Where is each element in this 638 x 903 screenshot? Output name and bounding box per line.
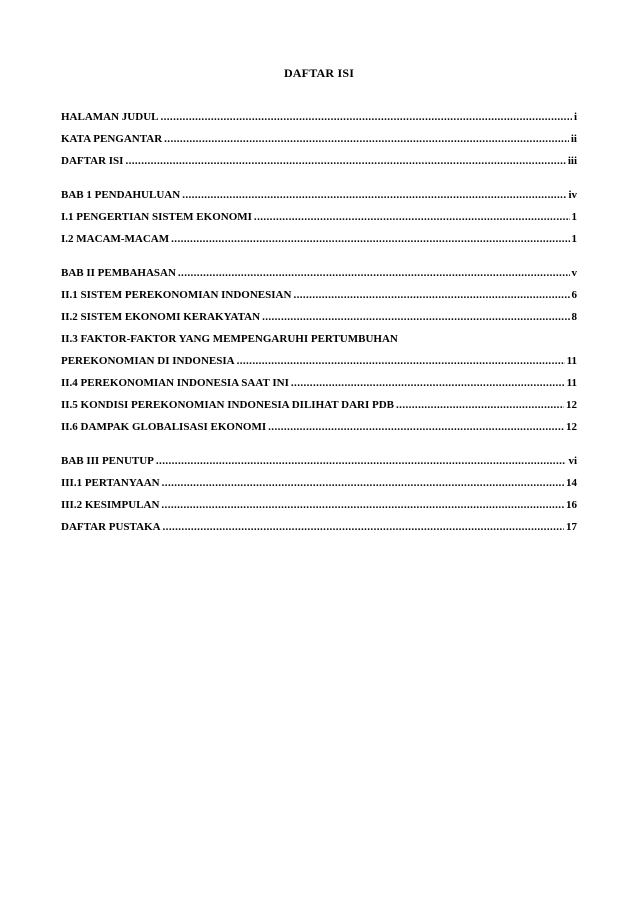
toc-leader-dots (254, 206, 570, 228)
toc-entry (61, 450, 577, 472)
toc-leader-dots (171, 228, 569, 250)
toc-leader-dots (396, 394, 564, 416)
toc-entry (61, 128, 577, 150)
toc-entry-label: II.5 KONDISI PEREKONOMIAN INDONESIA DILIHAT DARI PDB (61, 399, 395, 411)
toc-entry (61, 206, 577, 228)
toc-entry-label: I.1 PENGERTIAN SISTEM EKONOMI (61, 211, 252, 223)
toc-entry (61, 516, 577, 538)
toc-leader-dots (291, 372, 565, 394)
toc-leader-dots (125, 150, 565, 172)
toc-leader-dots (182, 184, 566, 206)
toc-entry-label: DAFTAR ISI (61, 155, 124, 167)
toc-entry (61, 228, 577, 250)
toc-leader-dots (293, 284, 569, 306)
toc-entry-label: BAB II PEMBAHASAN (61, 267, 176, 279)
toc-leader-dots (160, 106, 571, 128)
table-of-contents (61, 106, 577, 550)
toc-entry-first-line (61, 328, 577, 350)
toc-entry-page: 16 (566, 499, 577, 511)
toc-entry-label: PEREKONOMIAN DI INDONESIA (61, 355, 235, 367)
toc-entry (61, 284, 577, 306)
toc-entry-page: 1 (571, 211, 577, 223)
toc-entry-label: II.1 SISTEM PEREKONOMIAN INDONESIAN (61, 289, 292, 301)
toc-entry-page: ii (570, 133, 577, 145)
toc-entry (61, 494, 577, 516)
toc-entry (61, 416, 577, 438)
toc-entry-page: 11 (566, 377, 577, 389)
toc-entry-page: 6 (571, 289, 577, 301)
toc-entry (61, 394, 577, 416)
toc-entry (61, 106, 577, 128)
toc-entry-page: 1 (571, 233, 577, 245)
toc-entry-page: 17 (566, 521, 577, 533)
toc-leader-dots (268, 416, 564, 438)
toc-entry-label: II.2 SISTEM EKONOMI KERAKYATAN (61, 311, 261, 323)
toc-group-front-matter (61, 106, 577, 172)
toc-entry-label: III.2 KESIMPULAN (61, 499, 160, 511)
toc-entry-label: BAB 1 PENDAHULUAN (61, 189, 181, 201)
toc-entry (61, 184, 577, 206)
toc-entry-label: II.6 DAMPAK GLOBALISASI EKONOMI (61, 421, 267, 433)
toc-entry (61, 350, 577, 372)
toc-leader-dots (162, 472, 564, 494)
toc-entry-page: iii (567, 155, 577, 167)
toc-leader-dots (156, 450, 567, 472)
toc-leader-dots (237, 350, 565, 372)
toc-leader-dots (164, 128, 569, 150)
page-title: DAFTAR ISI (283, 66, 355, 80)
toc-group-bab-2 (61, 262, 577, 438)
toc-entry (61, 372, 577, 394)
toc-entry-page: i (573, 111, 577, 123)
toc-entry-label: II.4 PEREKONOMIAN INDONESIA SAAT INI (61, 377, 289, 389)
toc-entry-page: 14 (566, 477, 577, 489)
toc-leader-dots (178, 262, 570, 284)
toc-entry-label: HALAMAN JUDUL (61, 111, 159, 123)
toc-group-bab-1 (61, 184, 577, 250)
toc-leader-dots (163, 516, 564, 538)
toc-entry-label-line1: II.3 FAKTOR-FAKTOR YANG MEMPENGARUHI PERTUMBUHAN (61, 333, 398, 345)
toc-entry-page: v (571, 267, 577, 279)
toc-entry-page: 12 (566, 421, 577, 433)
toc-entry (61, 306, 577, 328)
toc-entry-page: 12 (566, 399, 577, 411)
toc-entry (61, 262, 577, 284)
toc-entry-page: iv (568, 189, 577, 201)
toc-entry-label: KATA PENGANTAR (61, 133, 163, 145)
toc-entry-page: 11 (566, 355, 577, 367)
toc-leader-dots (262, 306, 569, 328)
toc-entry-page: 8 (571, 311, 577, 323)
toc-entry (61, 150, 577, 172)
toc-group-bab-3 (61, 450, 577, 538)
toc-entry-label: DAFTAR PUSTAKA (61, 521, 161, 533)
toc-entry-label: BAB III PENUTUP (61, 455, 154, 467)
toc-leader-dots (161, 494, 564, 516)
toc-entry-page: vi (568, 455, 577, 467)
toc-entry-label: I.2 MACAM-MACAM (61, 233, 170, 245)
toc-entry (61, 472, 577, 494)
toc-entry-label: III.1 PERTANYAAN (61, 477, 160, 489)
